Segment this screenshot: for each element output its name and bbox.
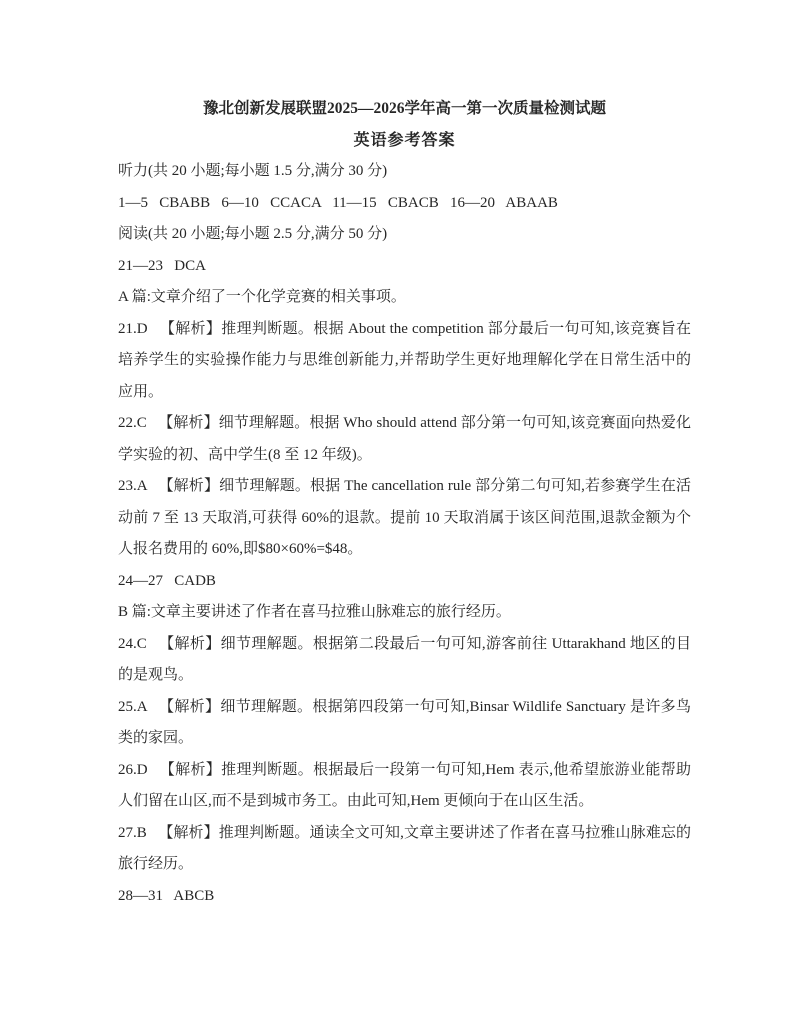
answer-key-subtitle: 英语参考答案 [353, 131, 456, 149]
item-23-analysis: 23.A 【解析】细节理解题。根据 The cancellation rule 部分第二句可知,若参赛学生在活动前 7 至 13 天取消,可获得 60%的退款。提前 10 天取消属于该区间范围,退款金额为个人报名费用的 60%,即$80×60%=$48。 [118, 478, 691, 557]
reading-answers-28-31: 28—31 ABCB [118, 887, 215, 904]
reading-answers-24-27: 24—27 CADB [118, 572, 216, 589]
item-25-analysis: 25.A 【解析】细节理解题。根据第四段第一句可知,Binsar Wildlife Sanctuary 是许多鸟类的家园。 [118, 698, 691, 746]
passage-a-summary: A 篇:文章介绍了一个化学竞赛的相关事项。 [118, 289, 406, 305]
item-24-analysis: 24.C 【解析】细节理解题。根据第二段最后一句可知,游客前往 Uttarakhand 地区的目的是观鸟。 [118, 635, 691, 683]
listening-answers-1-20: 1—5 CBABB 6—10 CCACA 11—15 CBACB 16—20 ABAAB [118, 194, 558, 211]
item-21-analysis: 21.D 【解析】推理判断题。根据 About the competition 部分最后一句可知,该竞赛旨在培养学生的实验操作能力与思维创新能力,并帮助学生更好地理解化学在日常生活中的应用。 [118, 320, 691, 400]
passage-b-summary: B 篇:文章主要讲述了作者在喜马拉雅山脉难忘的旅行经历。 [118, 604, 511, 620]
listening-section-header: 听力(共 20 小题;每小题 1.5 分,满分 30 分) [118, 163, 388, 179]
item-26-analysis: 26.D 【解析】推理判断题。根据最后一段第一句可知,Hem 表示,他希望旅游业能帮助人们留在山区,而不是到城市务工。由此可知,Hem 更倾向于在山区生活。 [118, 761, 691, 809]
exam-title: 豫北创新发展联盟2025—2026学年高一第一次质量检测试题 [202, 100, 606, 117]
item-22-analysis: 22.C 【解析】细节理解题。根据 Who should attend 部分第一句可知,该竞赛面向热爱化学实验的初、高中学生(8 至 12 年级)。 [118, 415, 691, 463]
reading-section-header: 阅读(共 20 小题;每小题 2.5 分,满分 50 分) [118, 226, 388, 242]
item-27-analysis: 27.B 【解析】推理判断题。通读全文可知,文章主要讲述了作者在喜马拉雅山脉难忘的旅行经历。 [118, 824, 691, 872]
reading-answers-21-23: 21—23 DCA [118, 257, 206, 274]
